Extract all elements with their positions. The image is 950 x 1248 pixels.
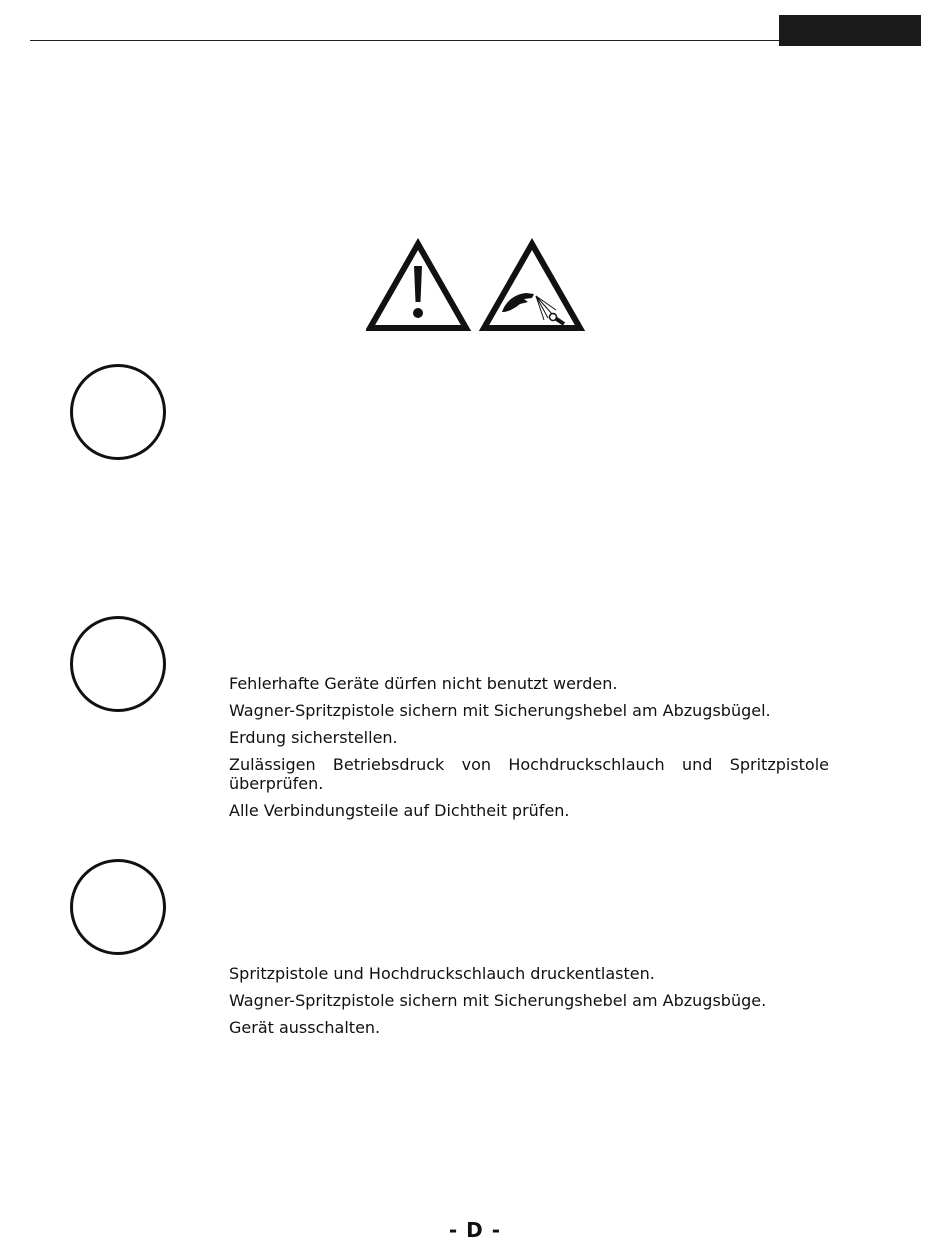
exclamation-warning-icon [370, 244, 466, 328]
instructions-after-list [229, 964, 829, 1045]
warning-icons [366, 238, 586, 334]
list-item: Wagner-Spritzpistole sichern mit Sicherungshebel am Abzugsbügel. [229, 701, 771, 720]
section-circle-2 [70, 616, 166, 712]
list-item: Gerät ausschalten. [229, 1018, 381, 1037]
section-circle-1 [70, 364, 166, 460]
page-label: - D - [448, 1218, 502, 1242]
instructions-before-list [229, 674, 829, 828]
list-item: Wagner-Spritzpistole sichern mit Sicherungshebel am Abzugsbüge. [229, 991, 767, 1010]
section-circle-3 [70, 859, 166, 955]
list-item: Zulässigen Betriebsdruck von Hochdruckschlauch und Spritzpistole überprüfen. [229, 755, 829, 793]
list-item: Alle Verbindungsteile auf Dichtheit prüfen. [229, 801, 570, 820]
list-item: Fehlerhafte Geräte dürfen nicht benutzt werden. [229, 674, 618, 693]
list-item: Erdung sicherstellen. [229, 728, 398, 747]
header-rule [30, 40, 780, 41]
hand-injection-warning-icon [484, 244, 580, 328]
header-tab [779, 15, 921, 46]
list-item: Spritzpistole und Hochdruckschlauch druckentlasten. [229, 964, 655, 983]
